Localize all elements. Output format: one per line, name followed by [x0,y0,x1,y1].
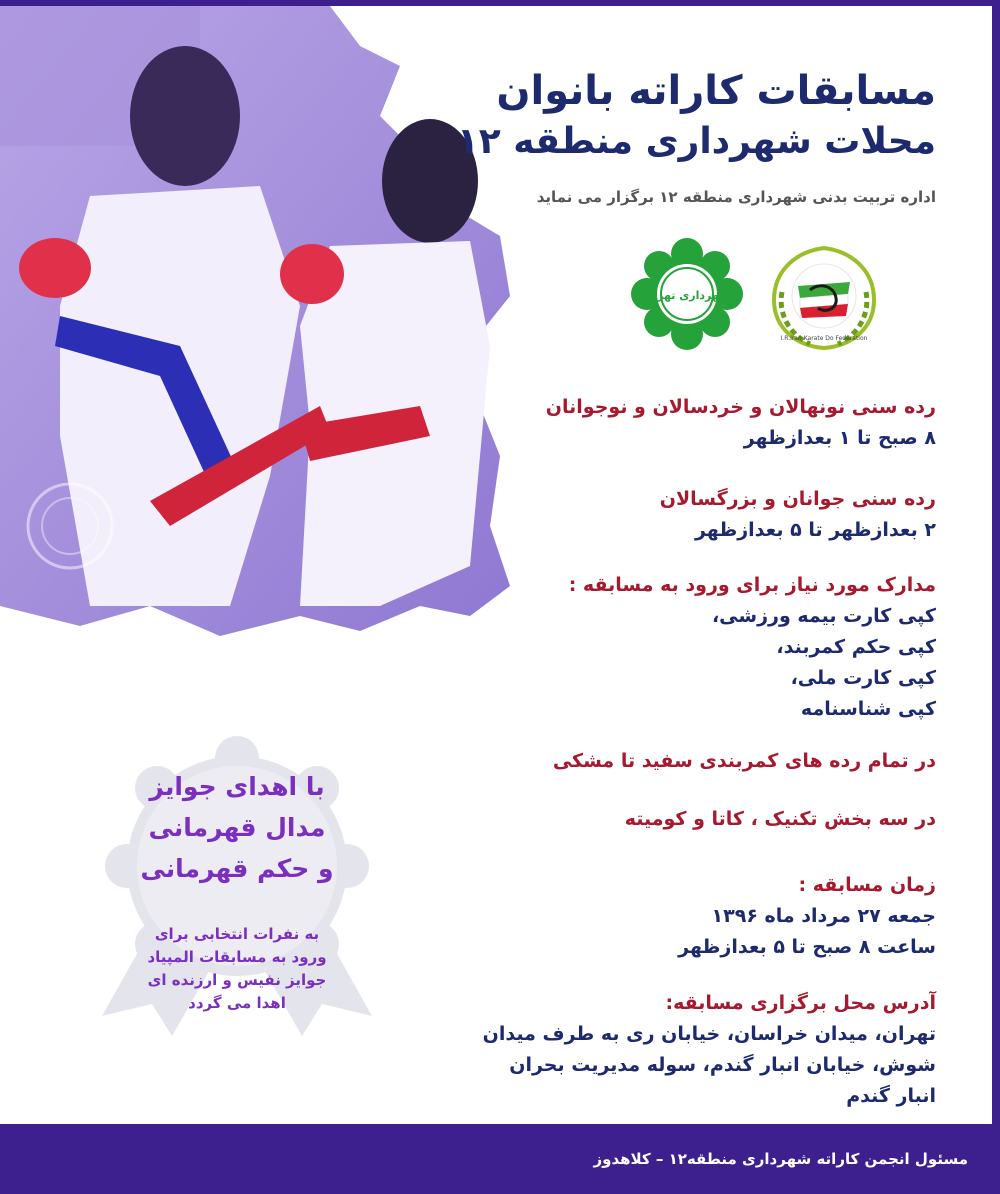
awards-line: مدال قهرمانی [148,813,326,842]
awards-note-line: اهدا می گردد [188,994,286,1012]
age-group-adults-time: ۲ بعدازظهر تا ۵ بعدازظهر [694,519,936,541]
age-group-juniors-time: ۸ صبح تا ۱ بعدازظهر [743,427,936,449]
competition-hours: ساعت ۸ صبح تا ۵ بعدازظهر [678,936,936,958]
awards-note-line: جوایز نفیس و ارزنده ای [147,971,327,989]
age-group-adults [660,484,936,546]
venue-address [483,988,936,1112]
belt-ranks-note: در تمام رده های کمربندی سفید تا مشکی [552,750,936,772]
awards-line: با اهدای جوایز [149,772,325,801]
document-item: کپی کارت ملی، [790,667,936,689]
address-line: تهران، میدان خراسان، خیابان ری به طرف میدان [482,1023,936,1045]
tehran-municipality-logo [628,236,746,352]
awards-note [112,923,362,1015]
competition-date: جمعه ۲۷ مرداد ماه ۱۳۹۶ [711,905,936,927]
awards-line: و حکم قهرمانی [140,854,334,883]
venue-address-heading: آدرس محل برگزاری مسابقه: [665,992,936,1014]
required-documents [569,570,936,725]
document-item: کپی حکم کمربند، [776,636,936,658]
competition-time-heading: زمان مسابقه : [798,874,936,896]
age-group-juniors [546,392,936,454]
address-line: شوش، خیابان انبار گندم، سوله مدیریت بحران [509,1054,936,1076]
document-item: کپی شناسنامه [800,698,936,720]
competition-parts-note: در سه بخش تکنیک ، کاتا و کومیته [624,808,936,830]
awards-text [112,766,362,889]
tehran-logo-caption: شهرداری تهران [644,289,730,302]
age-group-adults-heading: رده سنی جوانان و بزرگسالان [659,488,936,510]
poster-sheet [0,6,992,1124]
document-item: کپی کارت بیمه ورزشی، [711,605,936,627]
footer-credit: مسئول انجمن کاراته شهرداری منطقه۱۲ – کلاهدوز [593,1150,968,1168]
competition-time [678,870,936,963]
karate-photo [0,6,520,646]
age-group-juniors-heading: رده سنی نونهالان و خردسالان و نوجوانان [545,396,936,418]
address-line: انبار گندم [846,1085,936,1107]
poster-title: مسابقات کاراته بانوان [496,68,936,114]
required-documents-heading: مدارک مورد نیاز برای ورود به مسابقه : [568,574,936,596]
organizer-subtitle: اداره تربیت بدنی شهرداری منطقه ۱۲ برگزار می نماید [536,188,936,206]
poster-title-line2: محلات شهرداری منطقه ۱۲ [456,121,936,162]
awards-note-line: ورود به مسابقات المپیاد [147,948,327,966]
karate-logo-caption: I.R.Iran Karate Do Federation [780,335,868,342]
awards-note-line: به نفرات انتخابی برای [154,925,320,943]
karate-federation-logo [764,242,884,352]
